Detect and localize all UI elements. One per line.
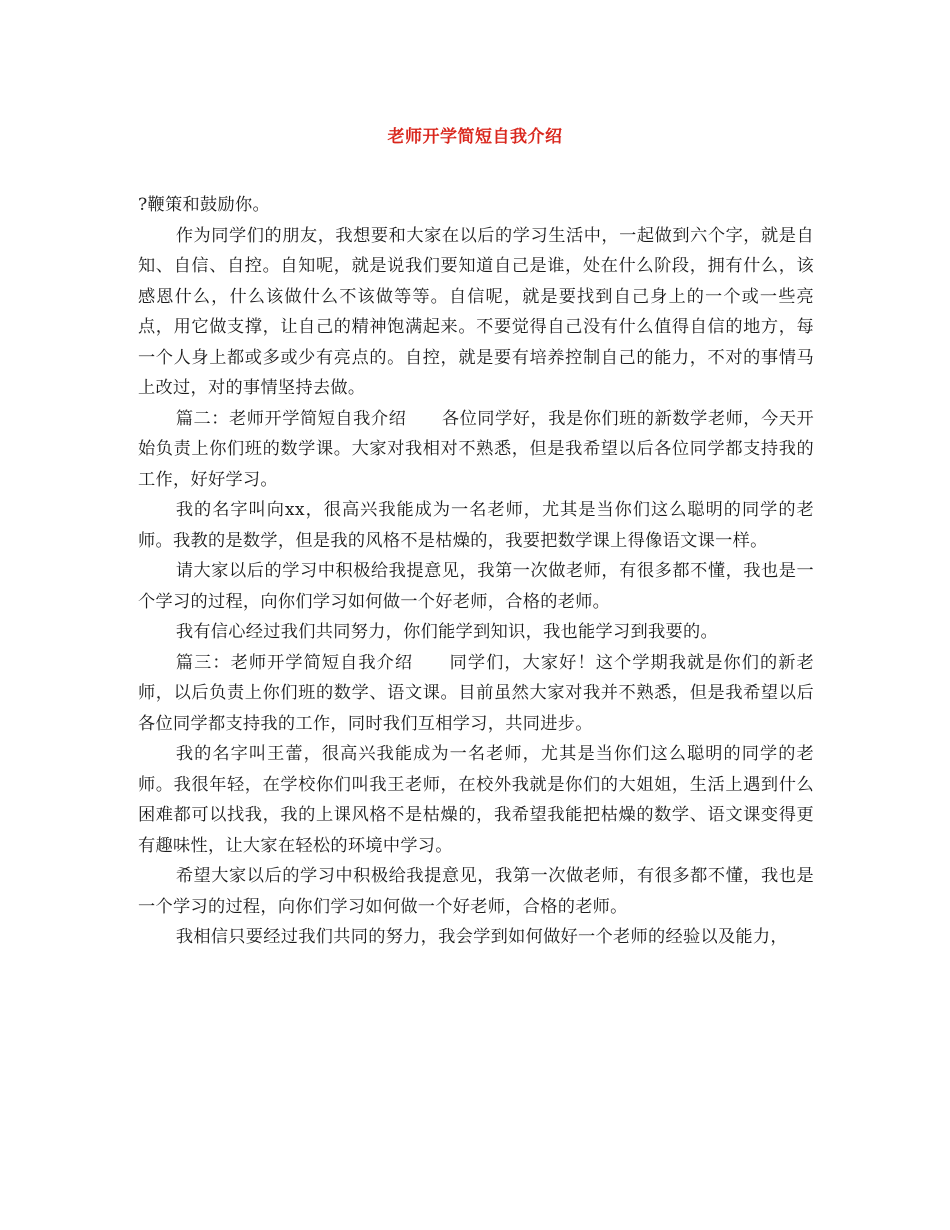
paragraph-9: 希望大家以后的学习中积极给我提意见，我第一次做老师，有很多都不懂，我也是一个学习的过程，向你们学习如何做一个好老师，合格的老师。 <box>138 866 814 917</box>
paragraph-7: 篇三：老师开学简短自我介绍 同学们，大家好！这个学期我就是你们的新老师，以后负责上你们班的数学、语文课。目前虽然大家对我并不熟悉，但是我希望以后各位同学都支持我的工作，同时我们互相学习，共同进步。 <box>138 652 814 734</box>
document-title: 老师开学简短自我介绍 <box>387 127 563 147</box>
paragraph-1: ?鞭策和鼓励你。 <box>138 195 270 215</box>
paragraph-5: 请大家以后的学习中积极给我提意见，我第一次做老师，有很多都不懂，我也是一个学习的过程，向你们学习如何做一个好老师，合格的老师。 <box>138 561 814 612</box>
paragraph-6: 我有信心经过我们共同努力，你们能学到知识，我也能学习到我要的。 <box>175 622 718 642</box>
paragraph-3: 篇二：老师开学简短自我介绍 各位同学好，我是你们班的新数学老师，今天开始负责上你们班的数学课。大家对我相对不熟悉，但是我希望以后各位同学都支持我的工作，好好学习。 <box>138 408 814 490</box>
document-body <box>138 190 814 953</box>
paragraph-8: 我的名字叫王蕾，很高兴我能成为一名老师，尤其是当你们这么聪明的同学的老师。我很年轻，在学校你们叫我王老师，在校外我就是你们的大姐姐，生活上遇到什么困难都可以找我，我的上课风格不是枯燥的，我希望我能把枯燥的数学、语文课变得更有趣味性，让大家在轻松的环境中学习。 <box>138 744 814 856</box>
paragraph-10: 我相信只要经过我们共同的努力，我会学到如何做好一个老师的经验以及能力， <box>175 927 788 947</box>
paragraph-2: 作为同学们的朋友，我想要和大家在以后的学习生活中，一起做到六个字，就是自知、自信、自控。自知呢，就是说我们要知道自己是谁，处在什么阶段，拥有什么，该感恩什么，什么该做什么不该做等等。自信呢，就是要找到自己身上的一个或一些亮点，用它做支撑，让自己的精神饱满起来。不要觉得自己没有什么值得自信的地方，每一个人身上都或多或少有亮点的。自控，就是要有培养控制自己的能力，不对的事情马上改过，对的事情坚持去做。 <box>138 225 814 398</box>
paragraph-4: 我的名字叫向xx，很高兴我能成为一名老师，尤其是当你们这么聪明的同学的老师。我教的是数学，但是我的风格不是枯燥的，我要把数学课上得像语文课一样。 <box>138 500 814 551</box>
